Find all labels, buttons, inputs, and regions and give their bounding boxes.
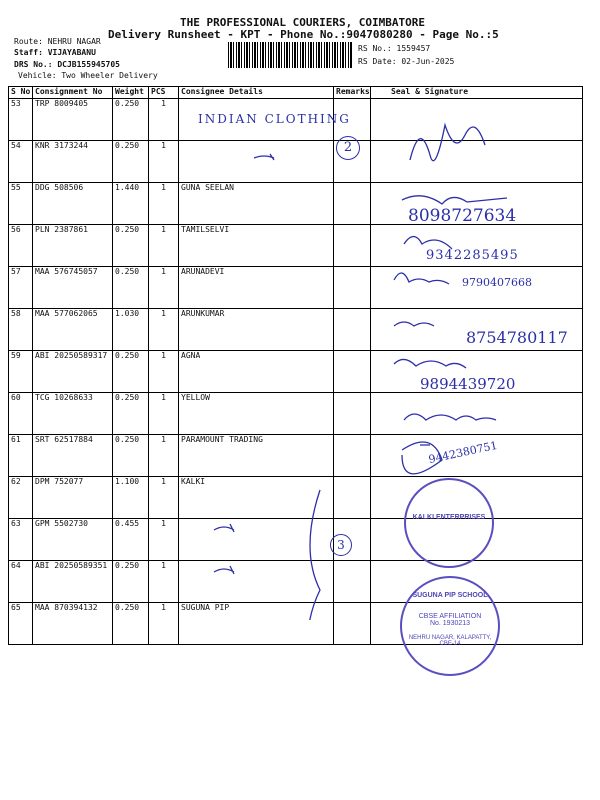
barcode: [228, 42, 352, 68]
row-sno: 57: [9, 267, 33, 309]
row-consignment: MAA 870394132: [33, 603, 113, 645]
handwritten-indian-clothing: INDIAN CLOTHING: [198, 112, 351, 126]
row-sno: 64: [9, 561, 33, 603]
row-weight: 0.250: [113, 393, 149, 435]
school-stamp-number: No. 1930213: [429, 620, 471, 627]
row-weight: 1.030: [113, 309, 149, 351]
signature-scribbles: [180, 100, 580, 620]
row-consignment: DPM 752077: [33, 477, 113, 519]
school-stamp-name: SUGUNA PIP SCHOOL: [412, 592, 488, 599]
col-signature: Seal & Signature: [371, 87, 583, 99]
row-sno: 59: [9, 351, 33, 393]
vehicle-label: Vehicle: Two Wheeler Delivery: [18, 71, 158, 80]
row-pcs: 1: [149, 519, 179, 561]
rs-date: RS Date: 02-Jun-2025: [358, 57, 455, 66]
row-weight: 0.250: [113, 141, 149, 183]
company-title: THE PROFESSIONAL COURIERS, COIMBATORE: [180, 16, 426, 29]
row-sno: 53: [9, 99, 33, 141]
signature-60: [404, 414, 496, 420]
signature-58: [394, 322, 434, 326]
handwritten-phone-61: 9442380751: [427, 438, 499, 467]
staff-label: Staff: VIJAYABANU: [14, 48, 96, 57]
row-pcs: 1: [149, 561, 179, 603]
row-weight: 1.100: [113, 477, 149, 519]
handwritten-phone-55: 8098727634: [408, 206, 517, 226]
rs-number: RS No.: 1559457: [358, 44, 431, 53]
row-weight: 0.250: [113, 561, 149, 603]
row-pcs: 1: [149, 267, 179, 309]
row-consignment: DDG 508506: [33, 183, 113, 225]
row-sno: 61: [9, 435, 33, 477]
row-consignment: ABI 20250589351: [33, 561, 113, 603]
row-pcs: 1: [149, 225, 179, 267]
row-pcs: 1: [149, 603, 179, 645]
row-weight: 0.250: [113, 267, 149, 309]
row-sno: 55: [9, 183, 33, 225]
row-sno: 54: [9, 141, 33, 183]
bracket-line: [307, 490, 320, 620]
row-sno: 62: [9, 477, 33, 519]
row-consignee: TAMILSELVI: [179, 225, 334, 267]
school-stamp-address: NEHRU NAGAR, KALAPATTY, CBE-14: [408, 635, 492, 647]
signature-57: [394, 273, 449, 284]
handwritten-phone-59: 9894439720: [420, 375, 516, 393]
row-weight: 0.250: [113, 351, 149, 393]
row-weight: 0.250: [113, 435, 149, 477]
row-weight: 0.250: [113, 225, 149, 267]
row-consignee: GUNA SEELAN: [179, 183, 334, 225]
row-sno: 63: [9, 519, 33, 561]
row-consignment: KNR 3173244: [33, 141, 113, 183]
handwritten-phone-56: 9342285495: [426, 248, 519, 263]
row-consignment: GPM 5502730: [33, 519, 113, 561]
circled-3: 3: [330, 534, 352, 556]
school-stamp-affiliation: CBSE AFFILIATION: [418, 613, 482, 620]
row-weight: 0.250: [113, 603, 149, 645]
row-consignment: TRP 8009405: [33, 99, 113, 141]
signature-56: [404, 237, 452, 250]
table-header-row: [9, 87, 583, 99]
row-sno: 56: [9, 225, 33, 267]
runsheet-title: Delivery Runsheet - KPT - Phone No.:9047080280 - Page No.:5: [108, 28, 499, 41]
row-pcs: 1: [149, 309, 179, 351]
row-consignee: YELLOW: [179, 393, 334, 435]
col-remarks: Remarks: [334, 87, 371, 99]
route-label: Route: NEHRU NAGAR: [14, 37, 101, 46]
row-weight: 1.440: [113, 183, 149, 225]
row-consignment: SRT 62517884: [33, 435, 113, 477]
circled-2: 2: [336, 136, 360, 160]
col-consignment: Consignment No: [33, 87, 113, 99]
dash-54: [254, 154, 274, 160]
row-consignment: ABI 20250589317: [33, 351, 113, 393]
handwritten-phone-57: 9790407668: [462, 276, 532, 289]
row-consignment: MAA 577062065: [33, 309, 113, 351]
row-pcs: 1: [149, 99, 179, 141]
col-sno: S No: [9, 87, 33, 99]
dash-63: [214, 524, 234, 532]
col-weight: Weight: [113, 87, 149, 99]
col-consignee: Consignee Details: [179, 87, 334, 99]
row-pcs: 1: [149, 183, 179, 225]
col-pcs: PCS: [149, 87, 179, 99]
row-consignee: KALKI: [179, 477, 334, 519]
row-consignee: AGNA: [179, 351, 334, 393]
kalki-stamp: [404, 478, 494, 568]
dash-64: [214, 566, 234, 574]
row-sno: 58: [9, 309, 33, 351]
row-consignee: SUGUNA PIP: [179, 603, 334, 645]
row-weight: 0.250: [113, 99, 149, 141]
row-pcs: 1: [149, 351, 179, 393]
row-consignment: PLN 2387861: [33, 225, 113, 267]
row-consignee: ARUNKUMAR: [179, 309, 334, 351]
signature-59: [394, 359, 466, 368]
row-consignee: ARUNADEVI: [179, 267, 334, 309]
school-stamp: [400, 576, 500, 676]
row-consignment: TCG 10268633: [33, 393, 113, 435]
row-pcs: 1: [149, 435, 179, 477]
row-consignment: MAA 576745057: [33, 267, 113, 309]
drs-label: DRS No.: DCJB155945705: [14, 60, 120, 69]
signature-55: [402, 196, 507, 204]
row-pcs: 1: [149, 141, 179, 183]
kalki-stamp-text: KALKI ENTERPRISES: [412, 514, 486, 521]
row-sno: 60: [9, 393, 33, 435]
row-weight: 0.455: [113, 519, 149, 561]
handwritten-phone-58: 8754780117: [466, 328, 568, 347]
row-pcs: 1: [149, 393, 179, 435]
row-pcs: 1: [149, 477, 179, 519]
signature-61: [402, 442, 442, 474]
signature-53: [410, 125, 485, 161]
row-consignee: PARAMOUNT TRADING: [179, 435, 334, 477]
row-sno: 65: [9, 603, 33, 645]
